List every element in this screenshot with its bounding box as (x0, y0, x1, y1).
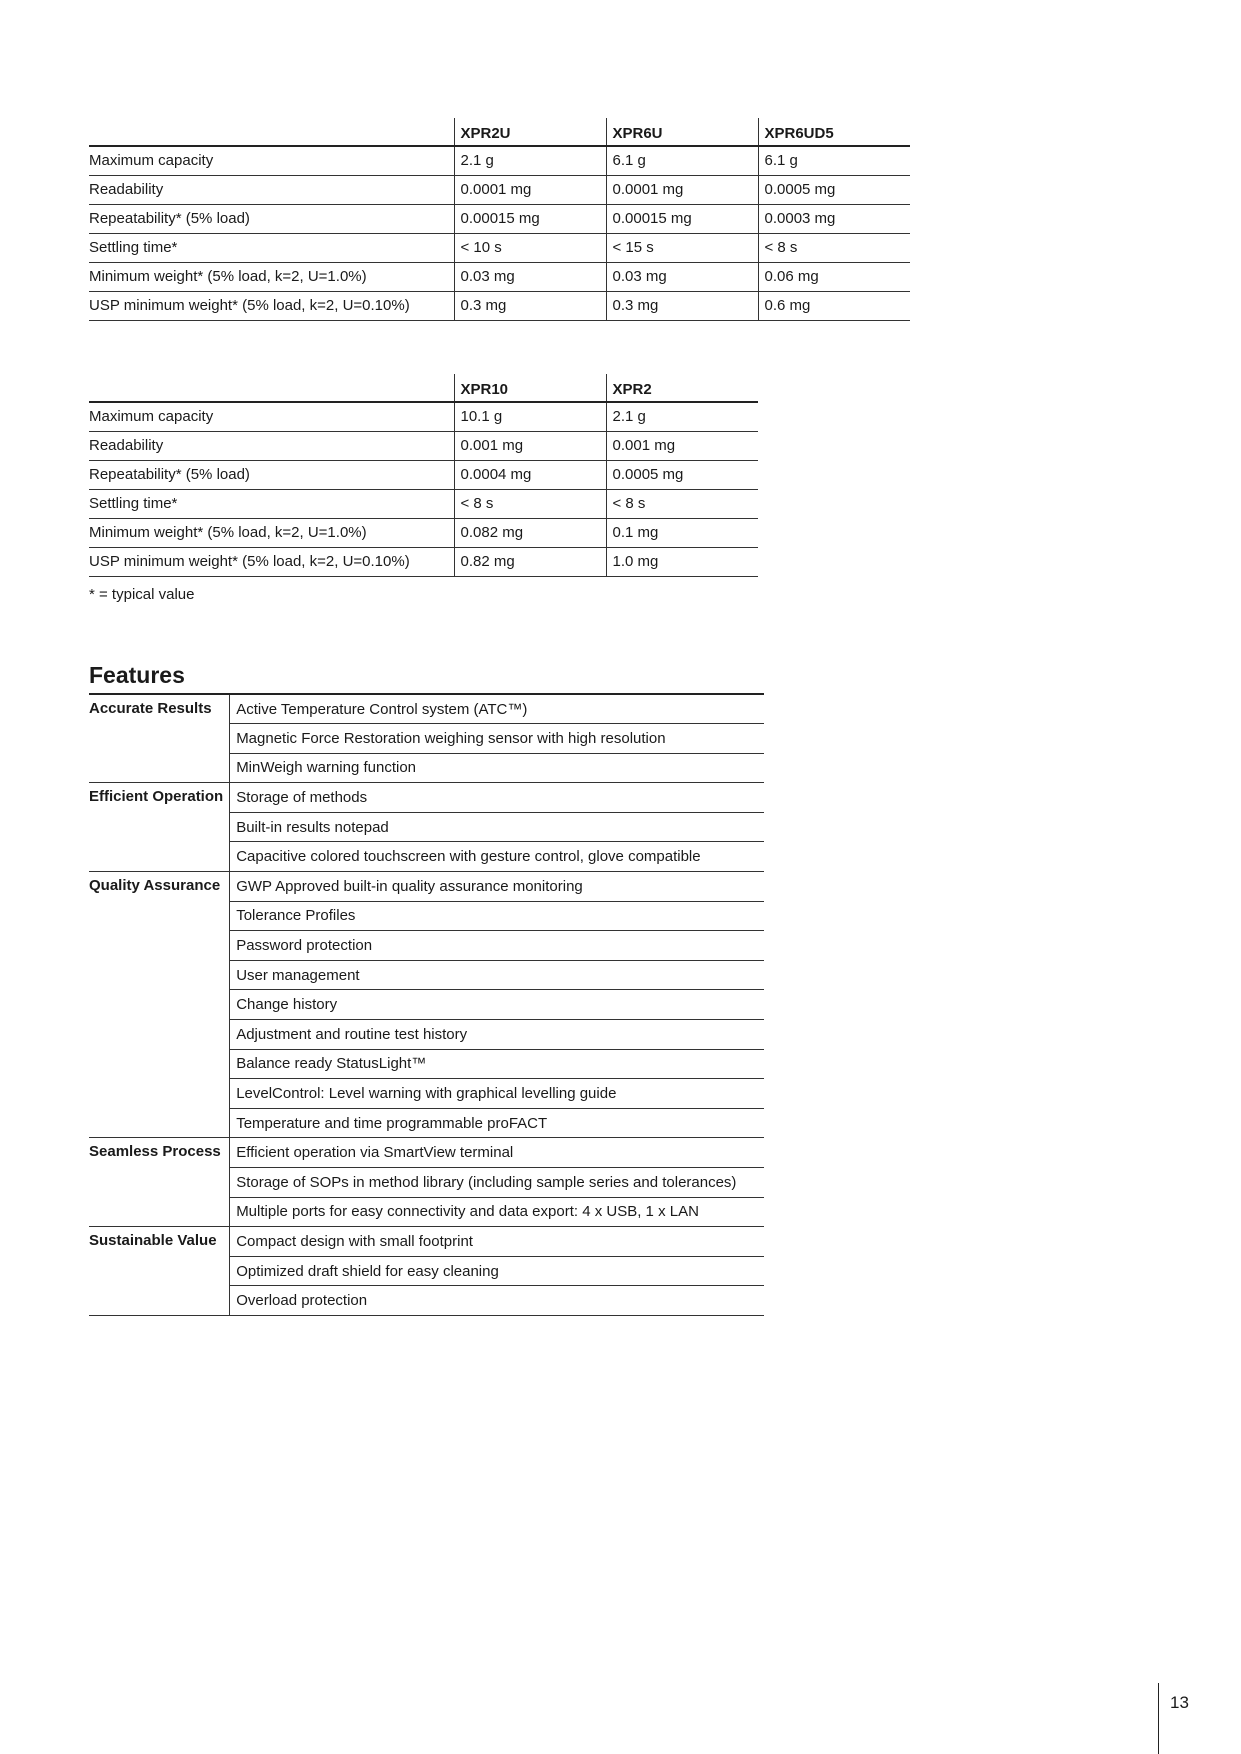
model-header: XPR2U (454, 118, 606, 146)
feature-item: Storage of methods (230, 783, 764, 813)
feature-item: Adjustment and routine test history (230, 1020, 764, 1050)
feature-item: Optimized draft shield for easy cleaning (230, 1256, 764, 1286)
feature-row (89, 1227, 764, 1257)
spec-value: < 8 s (454, 489, 606, 518)
spec-value: 6.1 g (606, 146, 758, 175)
spec-value: < 8 s (606, 489, 758, 518)
spec-row (89, 460, 758, 489)
spec-table-2 (89, 374, 758, 577)
spec-value: 10.1 g (454, 402, 606, 431)
features-table (89, 693, 764, 1316)
feature-item: Balance ready StatusLight™ (230, 1049, 764, 1079)
feature-item: LevelControl: Level warning with graphical levelling guide (230, 1079, 764, 1109)
spec-value: 0.082 mg (454, 518, 606, 547)
spec-row (89, 204, 910, 233)
feature-row (89, 694, 764, 724)
footnote: * = typical value (89, 586, 195, 603)
feature-category: Accurate Results (89, 694, 230, 783)
spec-label: Readability (89, 175, 454, 204)
feature-item: Compact design with small footprint (230, 1227, 764, 1257)
spec-value: 6.1 g (758, 146, 910, 175)
model-header: XPR2 (606, 374, 758, 402)
model-header: XPR10 (454, 374, 606, 402)
spec-label: Settling time* (89, 233, 454, 262)
feature-category: Sustainable Value (89, 1227, 230, 1316)
feature-row (89, 1138, 764, 1168)
spec-value: 2.1 g (454, 146, 606, 175)
feature-item: Magnetic Force Restoration weighing sensor with high resolution (230, 724, 764, 754)
spec-value: 0.03 mg (606, 262, 758, 291)
feature-item: GWP Approved built-in quality assurance monitoring (230, 872, 764, 902)
spec-row (89, 431, 758, 460)
spec-row (89, 233, 910, 262)
feature-item: MinWeigh warning function (230, 753, 764, 783)
spec-value: 0.00015 mg (606, 204, 758, 233)
spec-row (89, 402, 758, 431)
spec-value: 0.001 mg (606, 431, 758, 460)
spec-table-header (89, 118, 910, 146)
spec-label: Readability (89, 431, 454, 460)
feature-item: Active Temperature Control system (ATC™) (230, 694, 764, 724)
spec-row (89, 547, 758, 576)
spec-value: 0.0004 mg (454, 460, 606, 489)
feature-item: Efficient operation via SmartView terminal (230, 1138, 764, 1168)
spec-row (89, 175, 910, 204)
spec-value: 0.1 mg (606, 518, 758, 547)
spec-value: < 8 s (758, 233, 910, 262)
spec-table-1 (89, 118, 910, 321)
spec-label: Minimum weight* (5% load, k=2, U=1.0%) (89, 262, 454, 291)
spec-row (89, 262, 910, 291)
feature-item: Password protection (230, 931, 764, 961)
model-header: XPR6U (606, 118, 758, 146)
feature-item: Capacitive colored touchscreen with gesture control, glove compatible (230, 842, 764, 872)
spec-value: 0.3 mg (606, 291, 758, 320)
spec-label: USP minimum weight* (5% load, k=2, U=0.10%) (89, 291, 454, 320)
spec-value: 0.001 mg (454, 431, 606, 460)
spec-value: 0.0001 mg (606, 175, 758, 204)
feature-item: Built-in results notepad (230, 812, 764, 842)
feature-category: Quality Assurance (89, 872, 230, 1138)
spec-table-header (89, 374, 758, 402)
feature-item: Multiple ports for easy connectivity and data export: 4 x USB, 1 x LAN (230, 1197, 764, 1227)
spec-row (89, 291, 910, 320)
feature-category: Efficient Operation (89, 783, 230, 872)
spec-row (89, 489, 758, 518)
spec-value: 0.0005 mg (606, 460, 758, 489)
feature-item: Change history (230, 990, 764, 1020)
spec-label: Maximum capacity (89, 146, 454, 175)
spec-value: 0.03 mg (454, 262, 606, 291)
spec-value: 0.82 mg (454, 547, 606, 576)
spec-value: < 10 s (454, 233, 606, 262)
header-blank (89, 374, 454, 402)
spec-value: 0.0005 mg (758, 175, 910, 204)
spec-label: Settling time* (89, 489, 454, 518)
features-heading: Features (89, 662, 185, 688)
spec-label: Minimum weight* (5% load, k=2, U=1.0%) (89, 518, 454, 547)
feature-item: Temperature and time programmable proFACT (230, 1108, 764, 1138)
spec-value: < 15 s (606, 233, 758, 262)
spec-value: 0.3 mg (454, 291, 606, 320)
spec-label: USP minimum weight* (5% load, k=2, U=0.10%) (89, 547, 454, 576)
feature-row (89, 783, 764, 813)
spec-row (89, 518, 758, 547)
spec-value: 0.0003 mg (758, 204, 910, 233)
spec-value: 1.0 mg (606, 547, 758, 576)
spec-value: 2.1 g (606, 402, 758, 431)
spec-row (89, 146, 910, 175)
feature-category: Seamless Process (89, 1138, 230, 1227)
spec-value: 0.6 mg (758, 291, 910, 320)
feature-item: Tolerance Profiles (230, 901, 764, 931)
feature-item: Storage of SOPs in method library (including sample series and tolerances) (230, 1168, 764, 1198)
feature-item: User management (230, 960, 764, 990)
spec-value: 0.06 mg (758, 262, 910, 291)
feature-item: Overload protection (230, 1286, 764, 1316)
page-number-rule (1158, 1683, 1159, 1754)
feature-row (89, 872, 764, 902)
spec-label: Maximum capacity (89, 402, 454, 431)
spec-label: Repeatability* (5% load) (89, 204, 454, 233)
spec-label: Repeatability* (5% load) (89, 460, 454, 489)
spec-value: 0.0001 mg (454, 175, 606, 204)
spec-value: 0.00015 mg (454, 204, 606, 233)
model-header: XPR6UD5 (758, 118, 910, 146)
header-blank (89, 118, 454, 146)
page-number: 13 (1170, 1693, 1189, 1712)
